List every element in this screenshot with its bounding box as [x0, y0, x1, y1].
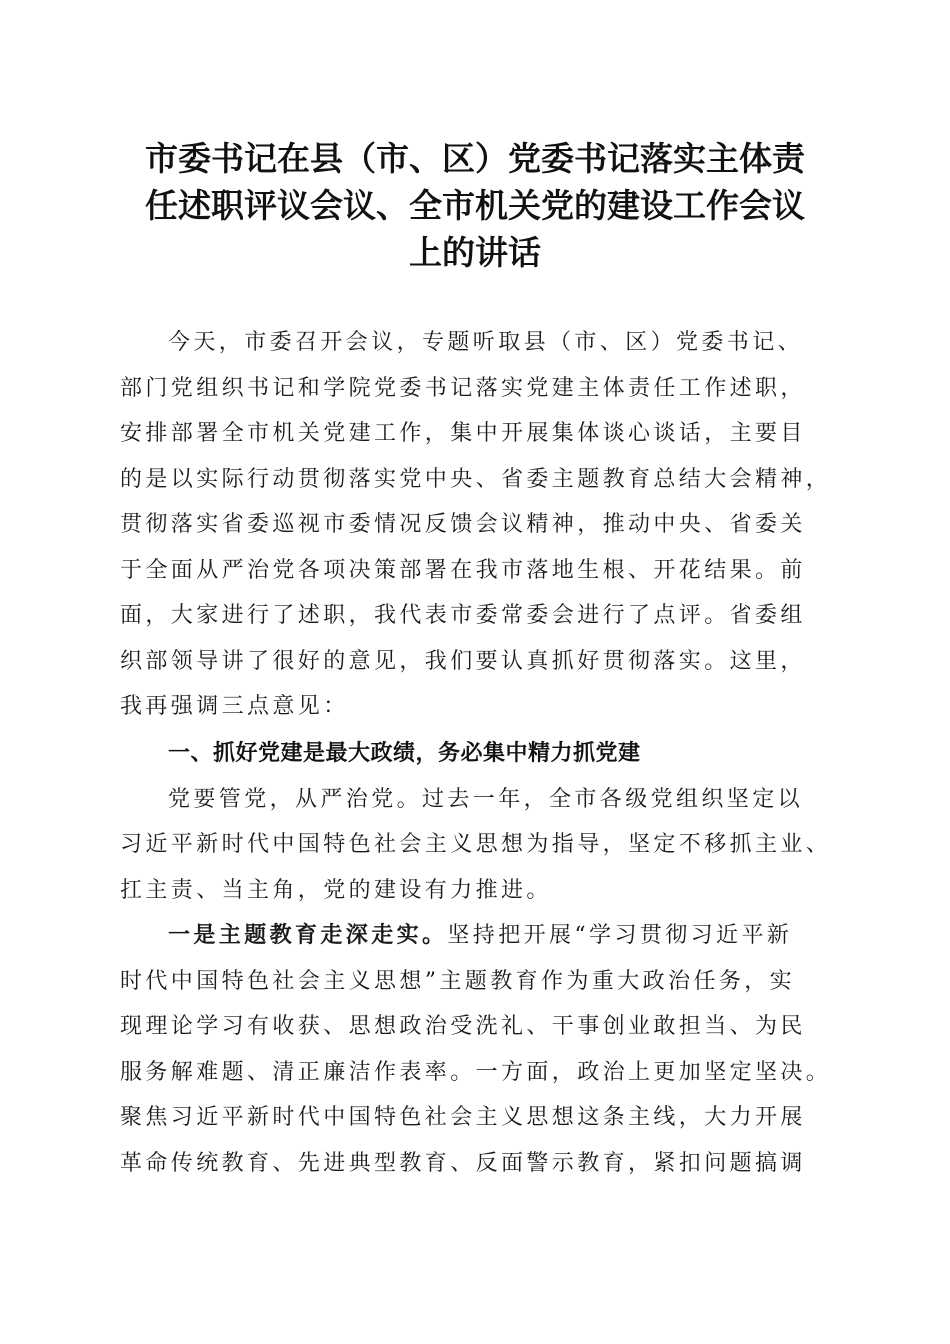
point-line: 时代中国特色社会主义思想”主题教育作为重大政治任务，实 — [120, 968, 796, 994]
section-heading: 一、抓好党建是最大政绩，务必集中精力抓党建 — [168, 740, 641, 766]
point-first-line-text: 坚持把开展“学习贯彻习近平新 — [447, 923, 793, 948]
point-line: 聚焦习近平新时代中国特色社会主义思想这条主线，大力开展 — [120, 1105, 806, 1130]
title-line-2: 任述职评议会议、全市机关党的建设工作会议 — [145, 186, 805, 225]
title-line-3: 上的讲话 — [409, 233, 541, 272]
section-line: 扛主责、当主角，党的建设有力推进。 — [120, 877, 552, 903]
intro-line: 的是以实际行动贯彻落实党中央、省委主题教育总结大会精神， — [120, 466, 832, 492]
point-lead: 一是主题教育走深走实。 — [168, 922, 448, 948]
point-line: 革命传统教育、先进典型教育、反面警示教育，紧扣问题搞调 — [120, 1150, 806, 1176]
intro-line: 我再强调三点意见： — [120, 694, 349, 719]
point-line: 服务解难题、清正廉洁作表率。一方面，政治上更加坚定坚决。 — [120, 1059, 832, 1085]
intro-line: 部门党组织书记和学院党委书记落实党建主体责任工作述职， — [120, 375, 806, 401]
intro-line: 安排部署全市机关党建工作，集中开展集体谈心谈话，主要目 — [120, 421, 806, 446]
intro-line: 于全面从严治党各项决策部署在我市落地生根、开花结果。前 — [120, 557, 806, 583]
point-line: 现理论学习有收获、思想政治受洗礼、干事创业敢担当、为民 — [120, 1014, 806, 1039]
point-first-line — [120, 913, 845, 959]
section-line: 习近平新时代中国特色社会主义思想为指导，坚定不移抓主业、 — [120, 832, 832, 857]
section-line: 党要管党，从严治党。过去一年，全市各级党组织坚定以 — [168, 786, 804, 812]
intro-line: 贯彻落实省委巡视市委情况反馈会议精神，推动中央、省委关 — [120, 512, 806, 537]
document-body — [120, 320, 845, 1186]
title-line-1: 市委书记在县（市、区）党委书记落实主体责 — [145, 139, 805, 178]
intro-line: 面，大家进行了述职，我代表市委常委会进行了点评。省委组 — [120, 603, 806, 628]
document-title — [112, 135, 838, 276]
intro-line: 今天，市委召开会议，专题听取县（市、区）党委书记、 — [168, 330, 804, 355]
intro-line: 织部领导讲了很好的意见，我们要认真抓好贯彻落实。这里， — [120, 648, 806, 674]
